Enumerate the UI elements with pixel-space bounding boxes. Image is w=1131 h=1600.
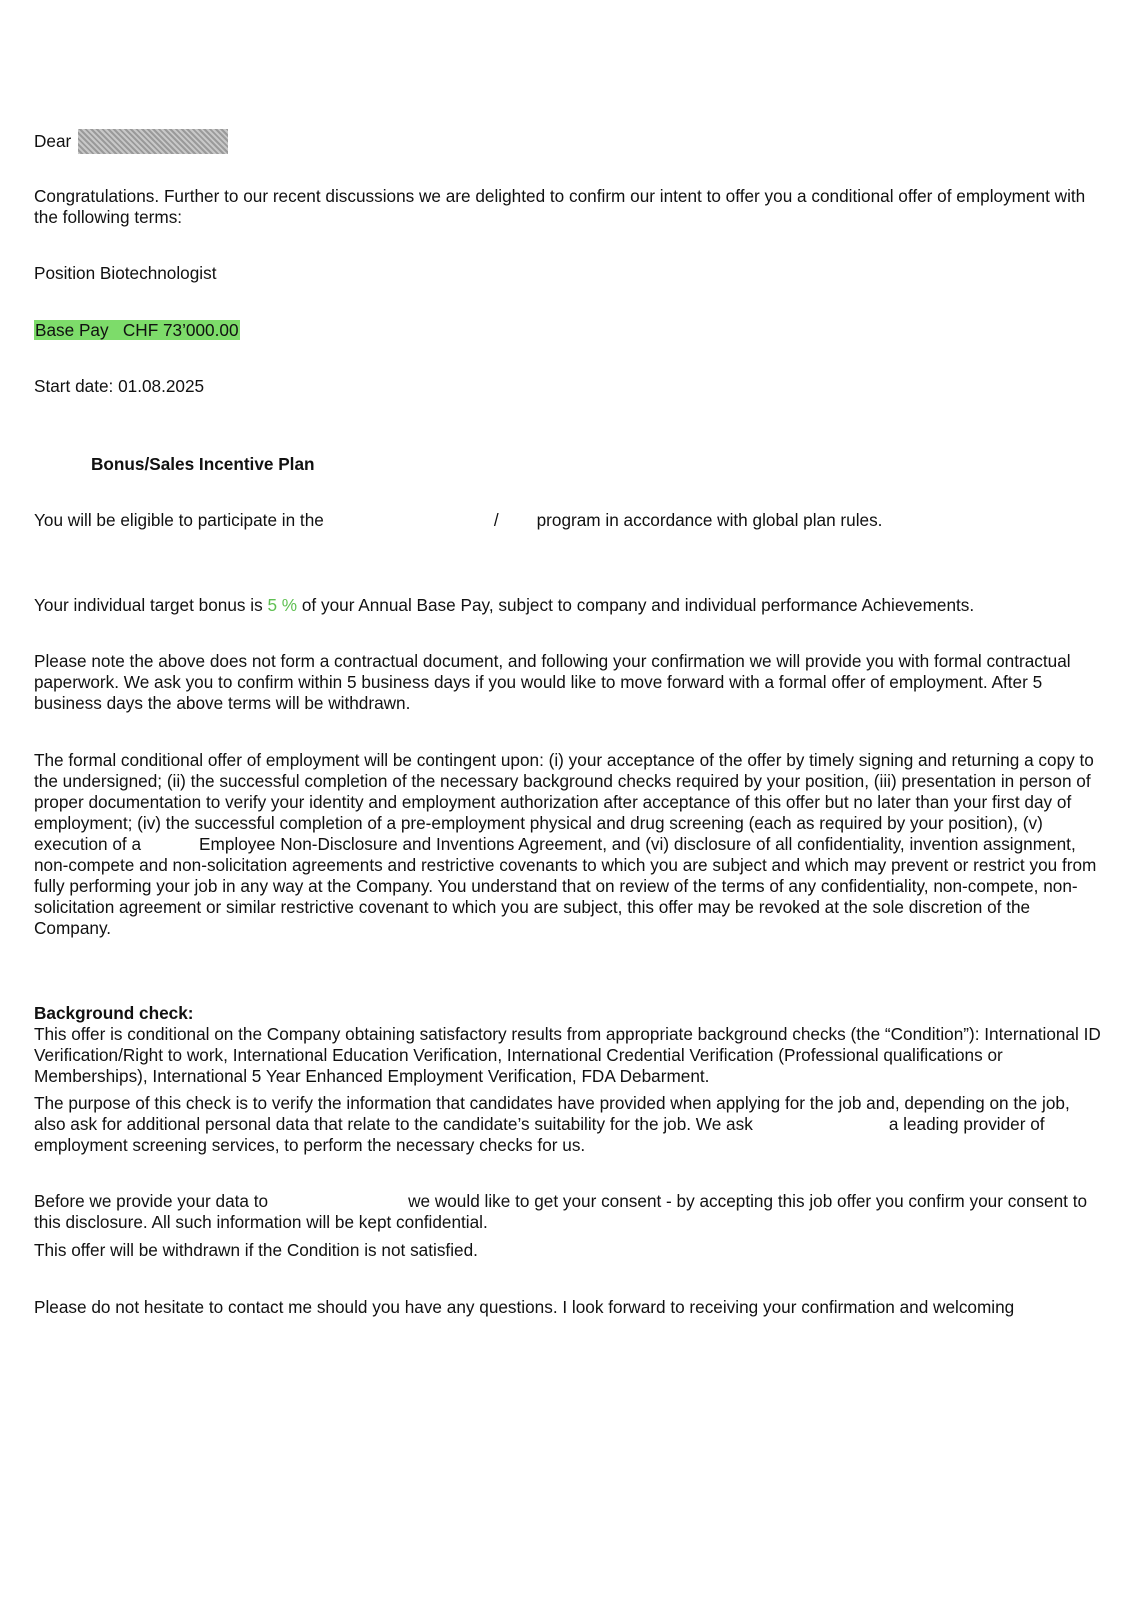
background-paragraph-4: This offer will be withdrawn if the Condition is not satisfied. [34,1240,478,1260]
target-bonus-pre: Your individual target bonus is [34,595,263,615]
target-bonus-post: of your Annual Base Pay, subject to company and individual performance Achievements. [301,595,975,615]
redacted-name [78,129,228,154]
closing-paragraph: Please do not hesitate to contact me should you have any questions. I look forward to receiving your confirmation and welcoming [34,1297,1015,1317]
intro-paragraph: Congratulations. Further to our recent discussions we are delighted to confirm our intent to offer you a conditional offer of employment with the following terms: [34,186,1086,227]
background-paragraph-1: This offer is conditional on the Company obtaining satisfactory results from appropriate background checks (the “Condition”): International ID Verification/Right to work, International Education Verification, International Credential Verification (Professional qualifications or Memberships), International 5 Year Enhanced Employment Verification, FDA Debarment. [34,1024,1101,1086]
background-p3-post: we would like to get your consent - by accepting this job offer you confirm your consent to this disclosure. All such information will be kept confidential. [34,1191,1088,1232]
eligibility-post: program in accordance with global plan rules. [536,510,883,530]
background-p2-pre: The purpose of this check is to verify the information that candidates have provided when applying for the job and, depending on the job, also ask for additional personal data that relate to the candidate’s suitability for the job. We ask [34,1093,1070,1134]
position-line: Position Biotechnologist [34,263,217,283]
salutation [34,129,1104,154]
conditions-part1: The formal conditional offer of employment will be contingent upon: (i) your acceptance of the offer by timely signing and returning a copy to the undersigned; (ii) the successful completion of the necessary background checks required by your position, (iii) presentation in person of proper documentation to verify your identity and employment authorization after acceptance of this offer but no later than your first day of employment; (iv) the successful completion of a pre-employment physical and drug screening (each as required by your position), (v) execution of a [34,750,1094,854]
eligibility-line [34,510,1104,531]
background-p2-post: a leading provider of employment screening services, to perform the necessary checks for us. [34,1114,1045,1155]
conditions-part2: Employee Non-Disclosure and Inventions Agreement, and (vi) disclosure of all confidentiality, invention assignment, non-compete and non-solicitation agreements and restrictive covenants to which you are subject and which may prevent or restrict you from fully performing your job in any way at the Company. You understand that on review of the terms of any confidentiality, non-compete, non-solicitation agreement or similar restrictive covenant to which you are subject, this offer may be revoked at the sole discretion of the Company. [34,834,1097,938]
background-heading: Background check: [34,1003,194,1023]
note-paragraph: Please note the above does not form a contractual document, and following your confirmation we will provide you with formal contractual paperwork. We ask you to confirm within 5 business days if you would like to move forward with a formal offer of employment. After 5 business days the above terms will be withdrawn. [34,651,1071,713]
bonus-heading: Bonus/Sales Incentive Plan [91,454,315,474]
salutation-text: Dear [34,131,72,151]
background-p3-pre: Before we provide your data to [34,1191,269,1211]
start-date-line: Start date: 01.08.2025 [34,376,205,396]
eligibility-pre: You will be eligible to participate in the [34,510,324,530]
target-bonus-percent: 5 % [267,595,298,615]
background-paragraph-2 [34,1093,1104,1156]
conditions-paragraph [34,750,1104,939]
base-pay-line [34,320,1104,341]
base-pay-highlight: Base Pay CHF 73’000.00 [35,320,239,340]
target-bonus-line [34,595,1104,616]
eligibility-slash: / [493,510,499,530]
background-paragraph-3 [34,1191,1104,1233]
